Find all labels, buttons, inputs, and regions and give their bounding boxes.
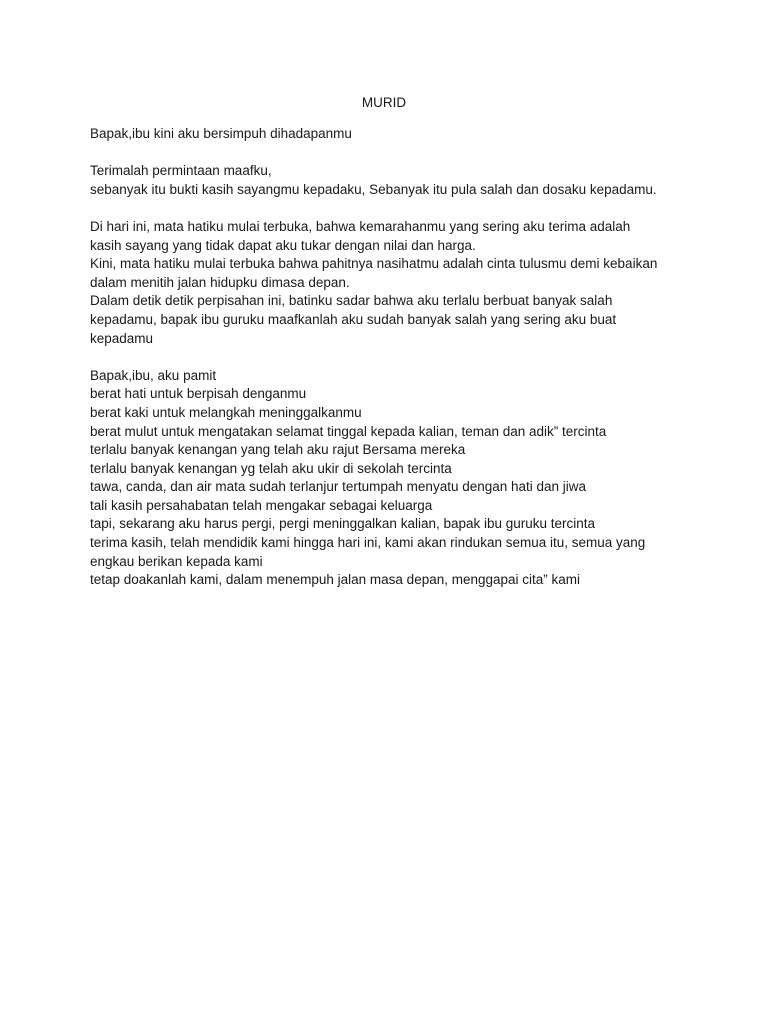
text-line: sebanyak itu bukti kasih sayangmu kepadaku, Sebanyak itu pula salah dan dosaku kepadamu. <box>90 181 657 197</box>
text-line: tapi, sekarang aku harus pergi, pergi meninggalkan kalian, bapak ibu guruku tercinta <box>90 516 596 532</box>
text-line: terlalu banyak kenangan yg telah aku ukir di sekolah tercinta <box>90 460 452 476</box>
text-line: engkau berikan kepada kami <box>90 553 263 569</box>
paragraph-farewell <box>90 367 690 590</box>
text-line: kepadamu, bapak ibu guruku maafkanlah aku sudah banyak salah yang sering aku buat <box>90 311 617 327</box>
paragraph-realization <box>90 218 690 348</box>
document-title: MURID <box>361 95 407 110</box>
text-line: Bapak,ibu kini aku bersimpuh dihadapanmu <box>90 126 352 141</box>
text-line: kasih sayang yang tidak dapat aku tukar dengan nilai dan harga. <box>90 237 476 253</box>
text-line: berat hati untuk berpisah denganmu <box>90 386 307 402</box>
text-line: dalam menitih jalan hidupku dimasa depan. <box>90 274 350 290</box>
text-line: terima kasih, telah mendidik kami hingga hari ini, kami akan rindukan semua itu, semua yang <box>90 535 646 551</box>
paragraph-greeting <box>90 125 690 144</box>
text-line: tawa, canda, dan air mata sudah terlanjur tertumpah menyatu dengan hati dan jiwa <box>90 479 587 495</box>
text-line: Dalam detik detik perpisahan ini, batinku sadar bahwa aku terlalu berbuat banyak salah <box>90 293 613 309</box>
paragraph-apology <box>90 162 690 199</box>
text-line: Kini, mata hatiku mulai terbuka bahwa pahitnya nasihatmu adalah cinta tulusmu demi kebaikan <box>90 256 658 272</box>
text-line: Di hari ini, mata hatiku mulai terbuka, bahwa kemarahanmu yang sering aku terima adalah <box>90 218 631 234</box>
document-body <box>90 125 690 608</box>
text-line: kepadamu <box>90 330 154 346</box>
text-line: berat kaki untuk melangkah meninggalkanmu <box>90 404 362 420</box>
text-line: Bapak,ibu, aku pamit <box>90 367 217 383</box>
text-line: terlalu banyak kenangan yang telah aku rajut Bersama mereka <box>90 442 466 458</box>
text-line: Terimalah permintaan maafku, <box>90 163 272 179</box>
text-line: berat mulut untuk mengatakan selamat tinggal kepada kalian, teman dan adik” tercinta <box>90 423 607 439</box>
text-line: tetap doakanlah kami, dalam menempuh jalan masa depan, menggapai cita” kami <box>90 572 581 588</box>
text-line: tali kasih persahabatan telah mengakar sebagai keluarga <box>90 497 433 513</box>
